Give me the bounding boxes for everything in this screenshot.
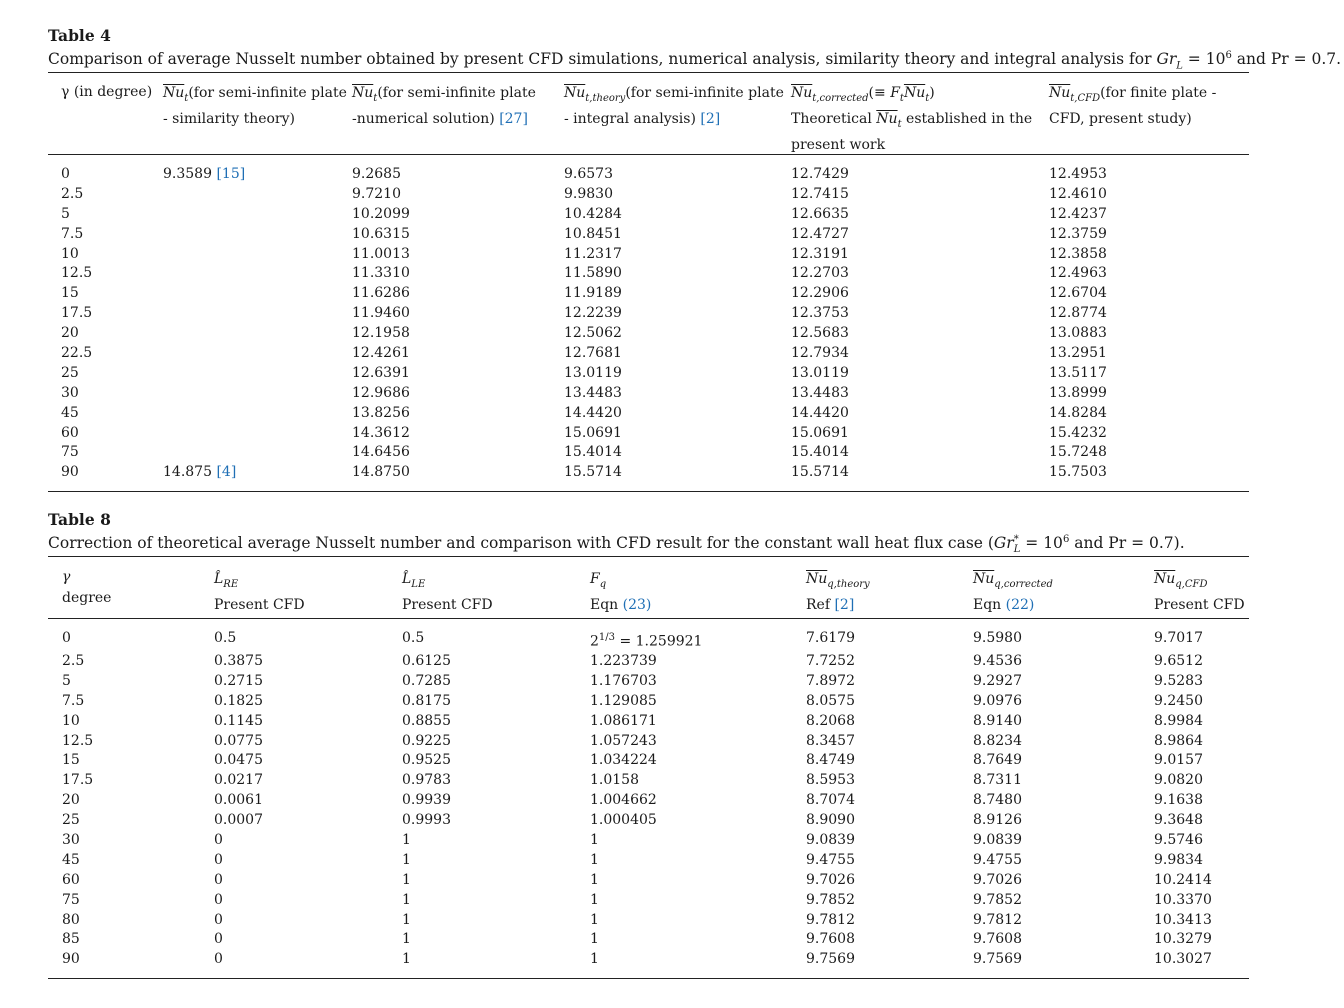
table-cell: 10.2099 <box>352 205 410 222</box>
table-cell: 9.3648 <box>1154 812 1203 829</box>
table-cell: 0.8175 <box>402 692 451 709</box>
table-cell: 10.8451 <box>564 225 622 242</box>
table-cell: 30 <box>61 384 79 401</box>
citation-link[interactable]: [4] <box>216 464 237 481</box>
table-cell: 1 <box>590 851 599 868</box>
table-cell: 2.5 <box>62 653 85 669</box>
table-cell: 9.3589 [15] <box>163 166 246 182</box>
table-cell: 15.0691 <box>564 424 622 441</box>
ref-27-link[interactable]: [27] <box>499 110 528 127</box>
table-cell: 14.3612 <box>352 424 410 441</box>
table4-header-gamma: γ (in degree) <box>61 84 153 100</box>
table-cell: 1.004662 <box>590 792 657 809</box>
table-cell: 11.5890 <box>564 265 622 282</box>
table-cell: 9.5980 <box>973 630 1022 646</box>
table-cell: 10 <box>61 245 79 262</box>
table-cell: 9.9834 <box>1154 851 1203 868</box>
table-cell: 8.9140 <box>973 712 1022 729</box>
table-cell: 15.7503 <box>1049 464 1107 481</box>
table-cell: 9.6573 <box>564 166 613 182</box>
table-cell <box>163 403 245 423</box>
table-cell: 9.0839 <box>806 832 855 849</box>
table-cell: 0 <box>214 832 223 849</box>
table-cell: 8.4749 <box>806 752 855 769</box>
table-cell <box>163 244 245 264</box>
table-cell: 17.5 <box>62 772 94 789</box>
table-cell: 0.9993 <box>402 812 451 829</box>
table-cell: 9.4755 <box>806 851 855 868</box>
table-cell: 12.4953 <box>1049 166 1107 182</box>
table-cell: 1 <box>402 851 411 868</box>
table-cell <box>163 184 245 204</box>
table-cell: 9.0839 <box>973 832 1022 849</box>
table-cell: 1.0158 <box>590 772 639 789</box>
eqn-23-link[interactable]: (23) <box>622 596 652 613</box>
table-cell: 14.8750 <box>352 464 410 481</box>
table-cell: 8.7074 <box>806 792 855 809</box>
table-cell: 9.5283 <box>1154 672 1203 689</box>
table-cell: 8.7649 <box>973 752 1022 769</box>
table4-header-corrected: $\overline{Nu}_{t,corrected}(\equiv F_t\overline{Nu}_t)$ Theoretical $\overline{Nu}_t$ established in the present work <box>791 85 1033 153</box>
table-cell: 9.9830 <box>564 185 613 202</box>
table-cell: 12.7429 <box>791 166 849 182</box>
table-cell: 15 <box>62 752 80 769</box>
table-cell <box>163 363 245 383</box>
table4-header-numerical: $\overline{Nu}_t(for$ semi-infinite plate -numerical solution) [27] <box>352 85 536 127</box>
table-cell: 0 <box>214 931 223 948</box>
table-cell: 1.000405 <box>590 812 657 829</box>
table-cell: 1.223739 <box>590 653 657 669</box>
table-cell: 1 <box>590 891 599 908</box>
table-cell: 13.0119 <box>564 364 622 381</box>
table-cell: 8.9864 <box>1154 732 1203 749</box>
table-cell: 0.7285 <box>402 672 451 689</box>
table-cell: 1 <box>590 871 599 888</box>
table-cell: 14.6456 <box>352 444 410 461</box>
table-cell: 1 <box>402 832 411 849</box>
table-cell: 8.9090 <box>806 812 855 829</box>
table-cell: 15 <box>61 285 79 302</box>
table-cell: 12.2703 <box>791 265 849 282</box>
table-cell: 15.0691 <box>791 424 849 441</box>
table-cell: 9.4536 <box>973 653 1022 669</box>
citation-link[interactable]: [15] <box>216 166 246 182</box>
table-cell: 12.4727 <box>791 225 849 242</box>
table-cell: 0.1825 <box>214 692 263 709</box>
table-cell: 10.4284 <box>564 205 622 222</box>
table4-header-integral: $\overline{Nu}_{t,theory}(for$ semi-infinite plate - integral analysis) [2] <box>564 85 784 127</box>
table-cell: 9.7569 <box>973 951 1022 968</box>
table-cell: 15.4014 <box>791 444 849 461</box>
table-cell: 0.9525 <box>402 752 451 769</box>
table-cell: 9.7210 <box>352 185 401 202</box>
table-cell: 13.8256 <box>352 404 410 421</box>
table-cell: 9.7017 <box>1154 630 1203 646</box>
table-cell: 90 <box>62 951 80 968</box>
table-cell: 0 <box>214 891 223 908</box>
table-cell: 9.0157 <box>1154 752 1203 769</box>
table-cell <box>163 263 245 283</box>
table-cell: 0.0475 <box>214 752 263 769</box>
table-cell: 8.3457 <box>806 732 855 749</box>
table-cell: 7.7252 <box>806 653 855 669</box>
table-cell: 9.6512 <box>1154 653 1203 669</box>
table-cell: 12.9686 <box>352 384 410 401</box>
table-cell: 0.9939 <box>402 792 451 809</box>
table-cell: 5 <box>61 205 70 222</box>
table-cell: 0.0775 <box>214 732 263 749</box>
table8-header-corrected: $\overline{Nu}_{q,corrected}$ Eqn (22) <box>973 571 1053 613</box>
table-cell: 0 <box>214 871 223 888</box>
table-cell: 9.2685 <box>352 166 401 182</box>
table4-caption: Comparison of average Nusselt number obtained by present CFD simulations, numerical analysis, similarity theory and integral analysis for $Gr_L = 10^6$ and Pr = 0.7. <box>48 50 1342 72</box>
table-cell: 1 <box>590 911 599 928</box>
table-cell: 60 <box>61 424 79 441</box>
table-cell: 9.7812 <box>973 911 1022 928</box>
table4-col-integral <box>564 164 622 482</box>
table-cell: 1.129085 <box>590 692 657 709</box>
table-cell: 9.7852 <box>806 891 855 908</box>
table-cell: 9.7026 <box>806 871 855 888</box>
table-cell: 15.5714 <box>564 464 622 481</box>
table-cell: 25 <box>62 812 80 829</box>
table-cell: 8.9984 <box>1154 712 1203 729</box>
table-cell: 13.4483 <box>564 384 622 401</box>
table-cell: 14.4420 <box>564 404 622 421</box>
table-cell: 17.5 <box>61 305 93 322</box>
table4-number: Table 4 <box>48 26 111 45</box>
table-cell: 0.2715 <box>214 672 263 689</box>
table-cell: 0.3875 <box>214 653 263 669</box>
table8-col-lle <box>402 628 451 969</box>
table-cell: 8.8234 <box>973 732 1022 749</box>
table-cell: 14.875 [4] <box>163 464 237 481</box>
table-cell: 8.7480 <box>973 792 1022 809</box>
table-cell: 9.7608 <box>806 931 855 948</box>
table-cell: 12.7681 <box>564 345 622 362</box>
table-cell: 11.6286 <box>352 285 410 302</box>
table-cell: 12.2906 <box>791 285 849 302</box>
table-cell: 12.1958 <box>352 325 410 342</box>
table-cell: 20 <box>61 325 79 342</box>
table4-top-rule <box>48 72 1249 73</box>
table-cell: 0.0061 <box>214 792 263 809</box>
table-cell: 75 <box>61 444 79 461</box>
table4-col-numerical <box>352 164 410 482</box>
table8-title <box>48 510 1249 560</box>
table-cell: 10.3279 <box>1154 931 1212 948</box>
table-cell: 15.4014 <box>564 444 622 461</box>
table-cell: 12.6635 <box>791 205 849 222</box>
table-cell: 8.0575 <box>806 692 855 709</box>
table-cell: 8.7311 <box>973 772 1022 789</box>
table-cell: 7.8972 <box>806 672 855 689</box>
table-cell: 12.3759 <box>1049 225 1107 242</box>
table8-bottom-rule <box>48 978 1249 979</box>
table4-col-similarity <box>163 164 245 482</box>
table-cell: 1.086171 <box>590 712 657 729</box>
eqn-22-link[interactable]: (22) <box>1005 596 1035 613</box>
table-cell: 0.5 <box>214 630 237 646</box>
table-cell <box>163 303 245 323</box>
table-cell: 12.3753 <box>791 305 849 322</box>
table-cell: 1 <box>402 891 411 908</box>
table-cell: 8.9126 <box>973 812 1022 829</box>
table-cell: 85 <box>62 931 80 948</box>
table8-header-cfd: $\overline{Nu}_{q,CFD}$ Present CFD <box>1154 571 1245 613</box>
table-cell: 10 <box>62 712 80 729</box>
table-cell: 11.3310 <box>352 265 410 282</box>
table8-col-corrected <box>973 628 1022 969</box>
table-cell: 12.8774 <box>1049 305 1107 322</box>
table-cell: 9.7608 <box>973 931 1022 948</box>
table-cell: $2^{1/3} = 1.259921$ <box>590 632 703 650</box>
table-cell: 12.4963 <box>1049 265 1107 282</box>
table-cell: 0 <box>214 951 223 968</box>
table-cell <box>163 323 245 343</box>
table-cell: 12.5062 <box>564 325 622 342</box>
table-cell: 9.5746 <box>1154 832 1203 849</box>
table-cell: 0 <box>62 630 71 646</box>
table-cell: 12.7934 <box>791 345 849 362</box>
table8-caption: Correction of theoretical average Nusselt number and comparison with CFD result for the constant wall heat flux case ($Gr^*_L = 10^6$ and Pr = 0.7). <box>48 534 1185 556</box>
table-cell: 9.7852 <box>973 891 1022 908</box>
table-cell: 10.3413 <box>1154 911 1212 928</box>
table-cell: 11.9460 <box>352 305 410 322</box>
table8-header-lle: $L̂_{LE}$ Present CFD <box>402 571 493 613</box>
table-cell: 15.4232 <box>1049 424 1107 441</box>
table-cell: 0.0007 <box>214 812 263 829</box>
table-cell: 0 <box>214 851 223 868</box>
table4-col-cfd <box>1049 164 1107 482</box>
table-cell: 9.1638 <box>1154 792 1203 809</box>
table-cell: 12.3858 <box>1049 245 1107 262</box>
table-cell: 1 <box>590 931 599 948</box>
table-cell: 0.6125 <box>402 653 451 669</box>
table-cell: 13.2951 <box>1049 345 1107 362</box>
table8-header-theory: $\overline{Nu}_{q,theory}$ Ref [2] <box>806 571 870 613</box>
table-cell: 12.2239 <box>564 305 622 322</box>
table-cell: 10.3027 <box>1154 951 1212 968</box>
table-cell: 8.5953 <box>806 772 855 789</box>
table-cell: 12.4261 <box>352 345 410 362</box>
table-cell <box>163 423 245 443</box>
table4-bottom-rule <box>48 491 1249 492</box>
table-cell: 9.4755 <box>973 851 1022 868</box>
table-cell: 13.0883 <box>1049 325 1107 342</box>
table-cell: 12.5683 <box>791 325 849 342</box>
table-cell: 12.5 <box>62 732 94 749</box>
table-cell: 1 <box>402 931 411 948</box>
table-cell: 15.7248 <box>1049 444 1107 461</box>
table-cell <box>163 442 245 462</box>
table8-header-rule <box>48 618 1249 619</box>
table-cell: 11.0013 <box>352 245 410 262</box>
table-cell: 45 <box>62 851 80 868</box>
table-cell: 9.7569 <box>806 951 855 968</box>
table-cell: 25 <box>61 364 79 381</box>
table4-header-rule <box>48 154 1249 155</box>
table-cell: 11.9189 <box>564 285 622 302</box>
table-cell: 12.6704 <box>1049 285 1107 302</box>
table-cell: 1 <box>590 951 599 968</box>
table-cell: 0 <box>61 166 70 182</box>
table-cell: 80 <box>62 911 80 928</box>
table4-header-similarity: $\overline{Nu}_t(for$ semi-infinite plate - similarity theory) <box>163 85 347 127</box>
table-cell: 9.2927 <box>973 672 1022 689</box>
table-cell: 1 <box>402 871 411 888</box>
table-cell: 1 <box>402 951 411 968</box>
table-cell: 9.0976 <box>973 692 1022 709</box>
table-cell: 12.5 <box>61 265 93 282</box>
table8-col-theory <box>806 628 855 969</box>
table-cell: 9.2450 <box>1154 692 1203 709</box>
table-cell: 12.4610 <box>1049 185 1107 202</box>
table-cell: 12.6391 <box>352 364 410 381</box>
table-cell: 0.9225 <box>402 732 451 749</box>
table-cell: 14.8284 <box>1049 404 1107 421</box>
table-cell <box>163 224 245 244</box>
table-cell: 10.6315 <box>352 225 410 242</box>
table4-header-cfd: $\overline{Nu}_{t,CFD}(for$ finite plate - CFD, present study) <box>1049 85 1217 127</box>
table-cell: 22.5 <box>61 345 93 362</box>
table-cell: 75 <box>62 891 80 908</box>
table4-title <box>48 26 1342 76</box>
table-cell: 7.5 <box>62 692 85 709</box>
table-cell: 15.5714 <box>791 464 849 481</box>
table-cell: 0 <box>214 911 223 928</box>
table-cell: 0.0217 <box>214 772 263 789</box>
table-cell: 13.8999 <box>1049 384 1107 401</box>
table8-header-gamma: γ degree <box>62 569 112 606</box>
ref-2b-link[interactable]: [2] <box>834 596 855 613</box>
table-cell: 1.034224 <box>590 752 657 769</box>
table-cell <box>163 343 245 363</box>
table-cell: 20 <box>62 792 80 809</box>
table-cell: 7.6179 <box>806 630 855 646</box>
table-cell: 13.0119 <box>791 364 849 381</box>
table-cell: 10.2414 <box>1154 871 1212 888</box>
table-cell: 12.4237 <box>1049 205 1107 222</box>
table-cell: 60 <box>62 871 80 888</box>
table-cell: 8.2068 <box>806 712 855 729</box>
table8-number: Table 8 <box>48 510 111 529</box>
table-cell: 0.8855 <box>402 712 451 729</box>
table-cell <box>163 383 245 403</box>
table-cell: 30 <box>62 832 80 849</box>
table-cell: 9.0820 <box>1154 772 1203 789</box>
table-cell: 0.5 <box>402 630 425 646</box>
ref-2-link[interactable]: [2] <box>700 110 721 127</box>
table-cell: 5 <box>62 672 71 689</box>
table-cell: 1.057243 <box>590 732 657 749</box>
table-cell: 14.4420 <box>791 404 849 421</box>
table-cell: 0.1145 <box>214 712 263 729</box>
table-cell: 1 <box>402 911 411 928</box>
table-cell: 12.7415 <box>791 185 849 202</box>
table-cell: 90 <box>61 464 79 481</box>
table8-col-lre <box>214 628 263 969</box>
table-cell: 13.5117 <box>1049 364 1107 381</box>
table-cell: 11.2317 <box>564 245 622 262</box>
table-cell <box>163 283 245 303</box>
table-cell: 7.5 <box>61 225 84 242</box>
table8-col-gamma <box>62 628 93 969</box>
table8-header-lre: $L̂_{RE}$ Present CFD <box>214 571 305 613</box>
table8-header-fq: $F_q$ Eqn (23) <box>590 571 652 613</box>
table-cell <box>163 204 245 224</box>
table8-col-fq <box>590 628 702 969</box>
table-cell: 0.9783 <box>402 772 451 789</box>
table-cell: 13.4483 <box>791 384 849 401</box>
table-cell: 45 <box>61 404 79 421</box>
table8-col-cfd <box>1154 628 1212 969</box>
table4-col-gamma <box>61 164 92 482</box>
table4-col-corrected <box>791 164 849 482</box>
table-cell: 9.7026 <box>973 871 1022 888</box>
table-cell: 1.176703 <box>590 672 657 689</box>
table-cell: 10.3370 <box>1154 891 1212 908</box>
table-cell: 2.5 <box>61 185 84 202</box>
table-cell: 1 <box>590 832 599 849</box>
table-cell: 12.3191 <box>791 245 849 262</box>
table-cell: 9.7812 <box>806 911 855 928</box>
table8-top-rule <box>48 556 1249 557</box>
